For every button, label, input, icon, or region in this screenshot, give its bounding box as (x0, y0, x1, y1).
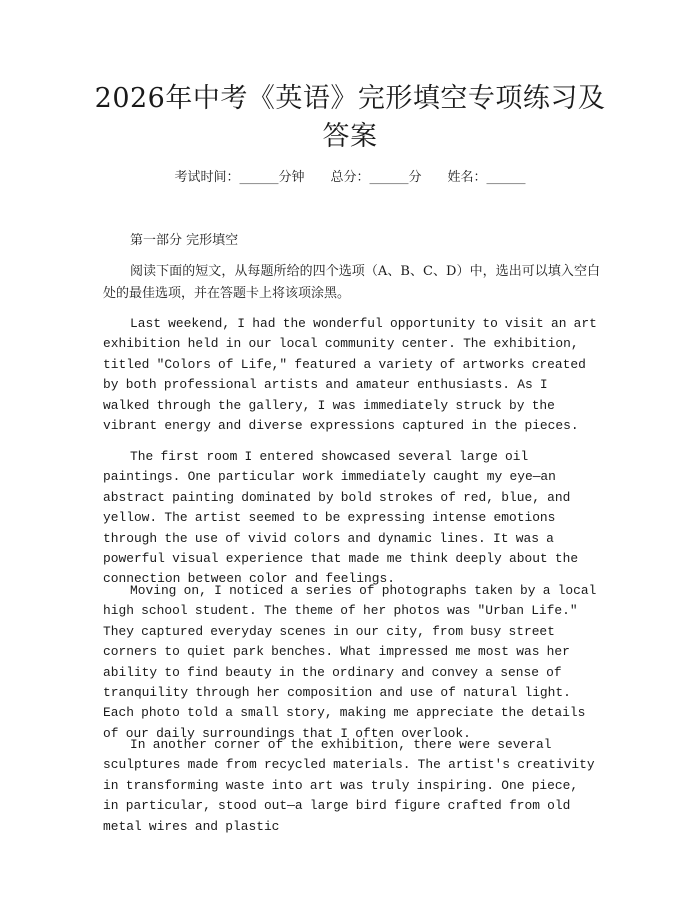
instructions-paragraph: 阅读下面的短文，从每题所给的四个选项（A、B、C、D）中，选出可以填入空白处的最佳选项，并在答题卡上将该项涂黑。 (103, 264, 600, 301)
passage-paragraph-2: The first room I entered showcased several large oil paintings. One particular work immediately caught my eye—an abstract painting dominated by bold strokes of red, blue, and yellow. The artist seemed to be expressing intense emotions through the use of vivid colors and dynamic lines. It was a powerful visual experience that made me think deeply about the connection between color and feelings. (103, 449, 579, 587)
exam-time-field: 考试时间：______分钟 (174, 170, 305, 185)
passage-paragraph-4: In another corner of the exhibition, there were several sculptures made from recycled materials. The artist's creativity in transforming waste into art was truly inspiring. One piece, in particular, stood out—a large bird figure crafted from old metal wires and plastic (103, 737, 595, 834)
passage-paragraph-1: Last weekend, I had the wonderful opportunity to visit an art exhibition held in our local community center. The exhibition, titled "Colors of Life," featured a variety of artworks created by both professional artists and amateur enthusiasts. As I walked through the gallery, I was immediately struck by the vibrant energy and diverse expressions captured in the pieces. (103, 316, 597, 434)
section-heading: 第一部分 完形填空 (130, 233, 239, 248)
exam-meta-line (0, 168, 700, 188)
total-score-field: 总分：______分 (330, 170, 422, 185)
passage-paragraph-3: Moving on, I noticed a series of photographs taken by a local high school student. The theme of her photos was "Urban Life." They captured everyday scenes in our city, from busy street corners to quiet park benches. What impressed me most was her ability to find beauty in the ordinary and convey a sense of tranquility through her composition and use of natural light. Each photo told a small story, making me appreciate the details of our daily surroundings that I often overlook. (103, 583, 597, 741)
document-title: 2026年中考《英语》完形填空专项练习及答案 (94, 83, 606, 152)
student-name-field: 姓名：______ (447, 170, 526, 185)
